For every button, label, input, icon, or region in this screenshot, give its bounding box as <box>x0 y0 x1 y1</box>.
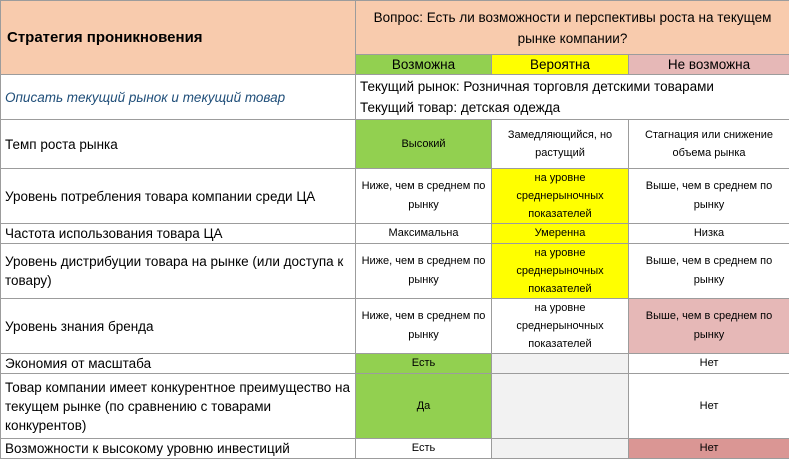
row-label: Уровень потребления товара компании среди ЦА <box>1 169 356 224</box>
row-label: Уровень дистрибуции товара на рынке (или доступа к товару) <box>1 244 356 299</box>
table-row <box>1 169 789 224</box>
current-market: Текущий рынок: Розничная торговля детскими товарами <box>360 76 785 97</box>
cell-impossible: Выше, чем в среднем по рынку <box>629 299 789 354</box>
cell-probable <box>492 354 629 374</box>
cell-impossible: Выше, чем в среднем по рынку <box>629 169 789 224</box>
cell-probable: на уровне среднерыночных показателей <box>492 244 629 299</box>
table-row <box>1 120 789 169</box>
market-description <box>356 75 789 120</box>
question-cell: Вопрос: Есть ли возможности и перспективы роста на текущем рынке компании? <box>356 1 789 55</box>
row-label: Уровень знания бренда <box>1 299 356 354</box>
sheet-title: Стратегия проникновения <box>1 1 356 75</box>
cell-impossible: Низка <box>629 224 789 244</box>
cell-impossible: Стагнация или снижение объема рынка <box>629 120 789 169</box>
market-label: Описать текущий рынок и текущий товар <box>1 75 356 120</box>
row-label: Возможности к высокому уровню инвестиций <box>1 439 356 459</box>
row-label: Экономия от масштаба <box>1 354 356 374</box>
cell-probable <box>492 439 629 459</box>
header-possible: Возможна <box>356 55 492 75</box>
header-impossible: Не возможна <box>629 55 789 75</box>
cell-probable: на уровне среднерыночных показателей <box>492 169 629 224</box>
cell-impossible: Нет <box>629 354 789 374</box>
current-product: Текущий товар: детская одежда <box>360 97 785 118</box>
cell-possible: Есть <box>356 439 492 459</box>
header-probable: Вероятна <box>492 55 629 75</box>
cell-possible: Ниже, чем в среднем по рынку <box>356 169 492 224</box>
cell-possible: Да <box>356 374 492 439</box>
table-row <box>1 354 789 374</box>
row-label: Темп роста рынка <box>1 120 356 169</box>
row-label: Частота использования товара ЦА <box>1 224 356 244</box>
cell-possible: Есть <box>356 354 492 374</box>
table-row <box>1 224 789 244</box>
cell-impossible: Нет <box>629 439 789 459</box>
cell-possible: Высокий <box>356 120 492 169</box>
cell-probable: на уровне среднерыночных показателей <box>492 299 629 354</box>
table-row <box>1 374 789 439</box>
cell-probable: Замедляющийся, но растущий <box>492 120 629 169</box>
market-row <box>1 75 789 120</box>
cell-possible: Максимальна <box>356 224 492 244</box>
cell-probable: Умеренна <box>492 224 629 244</box>
cell-probable <box>492 374 629 439</box>
cell-impossible: Выше, чем в среднем по рынку <box>629 244 789 299</box>
title-row <box>1 1 789 55</box>
table-row <box>1 244 789 299</box>
table-row <box>1 439 789 459</box>
cell-impossible: Нет <box>629 374 789 439</box>
cell-possible: Ниже, чем в среднем по рынку <box>356 244 492 299</box>
cell-possible: Ниже, чем в среднем по рынку <box>356 299 492 354</box>
table-row <box>1 299 789 354</box>
row-label: Товар компании имеет конкурентное преимущество на текущем рынке (по сравнению с товарами конкурентов) <box>1 374 356 439</box>
